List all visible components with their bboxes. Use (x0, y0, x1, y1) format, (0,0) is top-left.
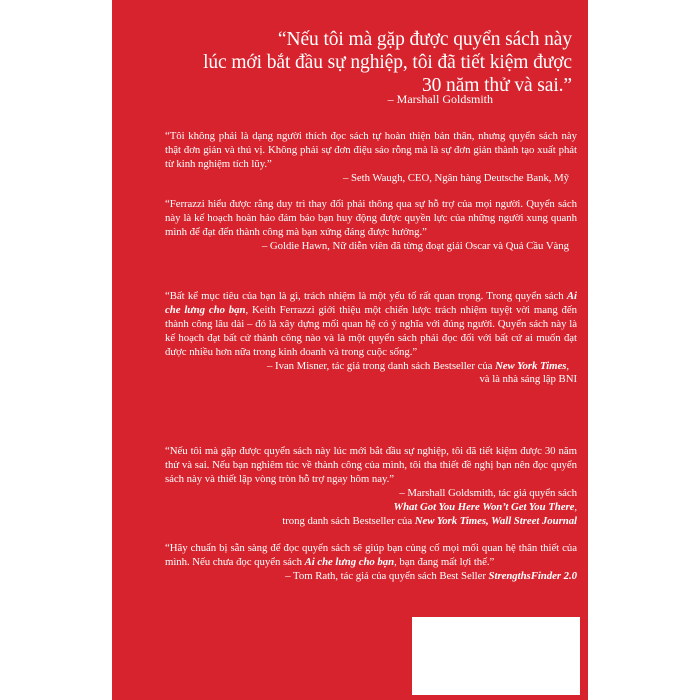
attribution-part: trong danh sách Bestseller của (282, 514, 415, 527)
blurb-text-part: “Hãy chuẩn bị sẵn sàng để đọc quyển sách sẽ giúp bạn củng cố mọi mối quan hệ thân thiết của mình. Nếu chưa đọc quyển sách (165, 542, 577, 568)
book-title: Ai che lưng cho bạn (304, 555, 395, 568)
blurb-attribution (165, 570, 577, 584)
blurb-attribution (165, 360, 577, 374)
book-title: StrengthsFinder 2.0 (488, 569, 577, 582)
blurb-text-part: “Bất kể mục tiêu của bạn là gì, trách nhiệm là một yếu tố rất quan trọng. Trong quyển sách (165, 290, 567, 302)
attribution-part: , (574, 500, 577, 513)
blurb-text: “Ferrazzi hiểu được rằng duy trì thay đổi phải thông qua sự hỗ trợ của mọi người. Quyển sách này là kế hoạch hoàn hảo đảm bảo bạn huy động được quyền lực của những người xung quanh mình để đạt đến thành công mà bạn xứng đáng được hưởng.” (165, 198, 577, 238)
featured-quote (160, 28, 572, 97)
blurb-attribution-line-2: và là nhà sáng lập BNI (479, 373, 577, 386)
blurb-seth-waugh (165, 130, 577, 186)
blurb-attribution-line-3 (165, 515, 577, 529)
featured-quote-author: – Marshall Goldsmith (387, 92, 493, 106)
blurb-text (165, 290, 577, 360)
blurb-marshall-goldsmith (165, 445, 577, 528)
blurb-goldie-hawn (165, 198, 577, 254)
blurb-ivan-misner (165, 290, 577, 387)
blurb-attribution: – Marshall Goldsmith, tác giả quyển sách (399, 486, 577, 499)
attribution-part: – Tom Rath, tác giả của quyển sách Best Seller (285, 569, 489, 582)
blurb-attribution: – Goldie Hawn, Nữ diễn viên đã từng đoạt giải Oscar và Quả Cầu Vàng (261, 239, 569, 252)
book-title: What Got You Here Won’t Get You There (393, 500, 575, 513)
featured-quote-line-1: “Nếu tôi mà gặp được quyển sách này (277, 29, 572, 50)
publication-title: New York Times (495, 359, 567, 372)
blurb-attribution: – Seth Waugh, CEO, Ngân hàng Deutsche Bank, Mỹ (342, 171, 569, 184)
blurb-text: “Nếu tôi mà gặp được quyển sách này lúc mới bắt đầu sự nghiệp, tôi đã tiết kiệm được 30 năm thử và sai. Nếu bạn nghiêm túc về thành công của mình, tôi tha thiết đề nghị bạn nên đọc quyển sách này và thiết lập vòng tròn hỗ trợ ngay hôm nay.” (165, 445, 577, 485)
barcode-area (412, 617, 580, 695)
book-title: Ai che lưng cho bạn (165, 290, 577, 316)
blurb-text (165, 542, 577, 570)
blurb-attribution-line-2 (165, 501, 577, 515)
blurb-text: “Tôi không phải là dạng người thích đọc sách tự hoàn thiện bản thân, nhưng quyển sách này thật đơn giản và thú vị. Không phải sự đơn điệu sáo rỗng mà là sự đơn giản thành tạo xuất phát từ kinh nghiệm tích lũy.” (165, 130, 577, 170)
attribution-part: , (566, 359, 569, 372)
blurb-text-part: , bạn đang mất lợi thế.” (394, 555, 495, 568)
featured-quote-line-2: lúc mới bắt đầu sự nghiệp, tôi đã tiết kiệm được (203, 52, 572, 73)
featured-quote-line-3: 30 năm thử và sai.” (421, 75, 572, 96)
back-cover (112, 0, 588, 700)
blurb-text-part: , Keith Ferrazzi giới thiệu một chiến lược trách nhiệm tuyệt vời mang đến thành công lâu dài – đó là xây dựng mối quan hệ có ý nghĩa với đúng người. Quyển sách này là kế hoạch đạt bất cứ thành công nào và là một quyển sách phải đọc đối với bất cứ ai muốn đạt được nhiều hơn nữa trong kinh doanh và trong cuộc sống.” (165, 303, 577, 358)
publication-title: New York Times, Wall Street Journal (414, 514, 577, 527)
attribution-part: – Ivan Misner, tác giả trong danh sách Bestseller của (267, 359, 496, 372)
blurb-tom-rath (165, 542, 577, 584)
